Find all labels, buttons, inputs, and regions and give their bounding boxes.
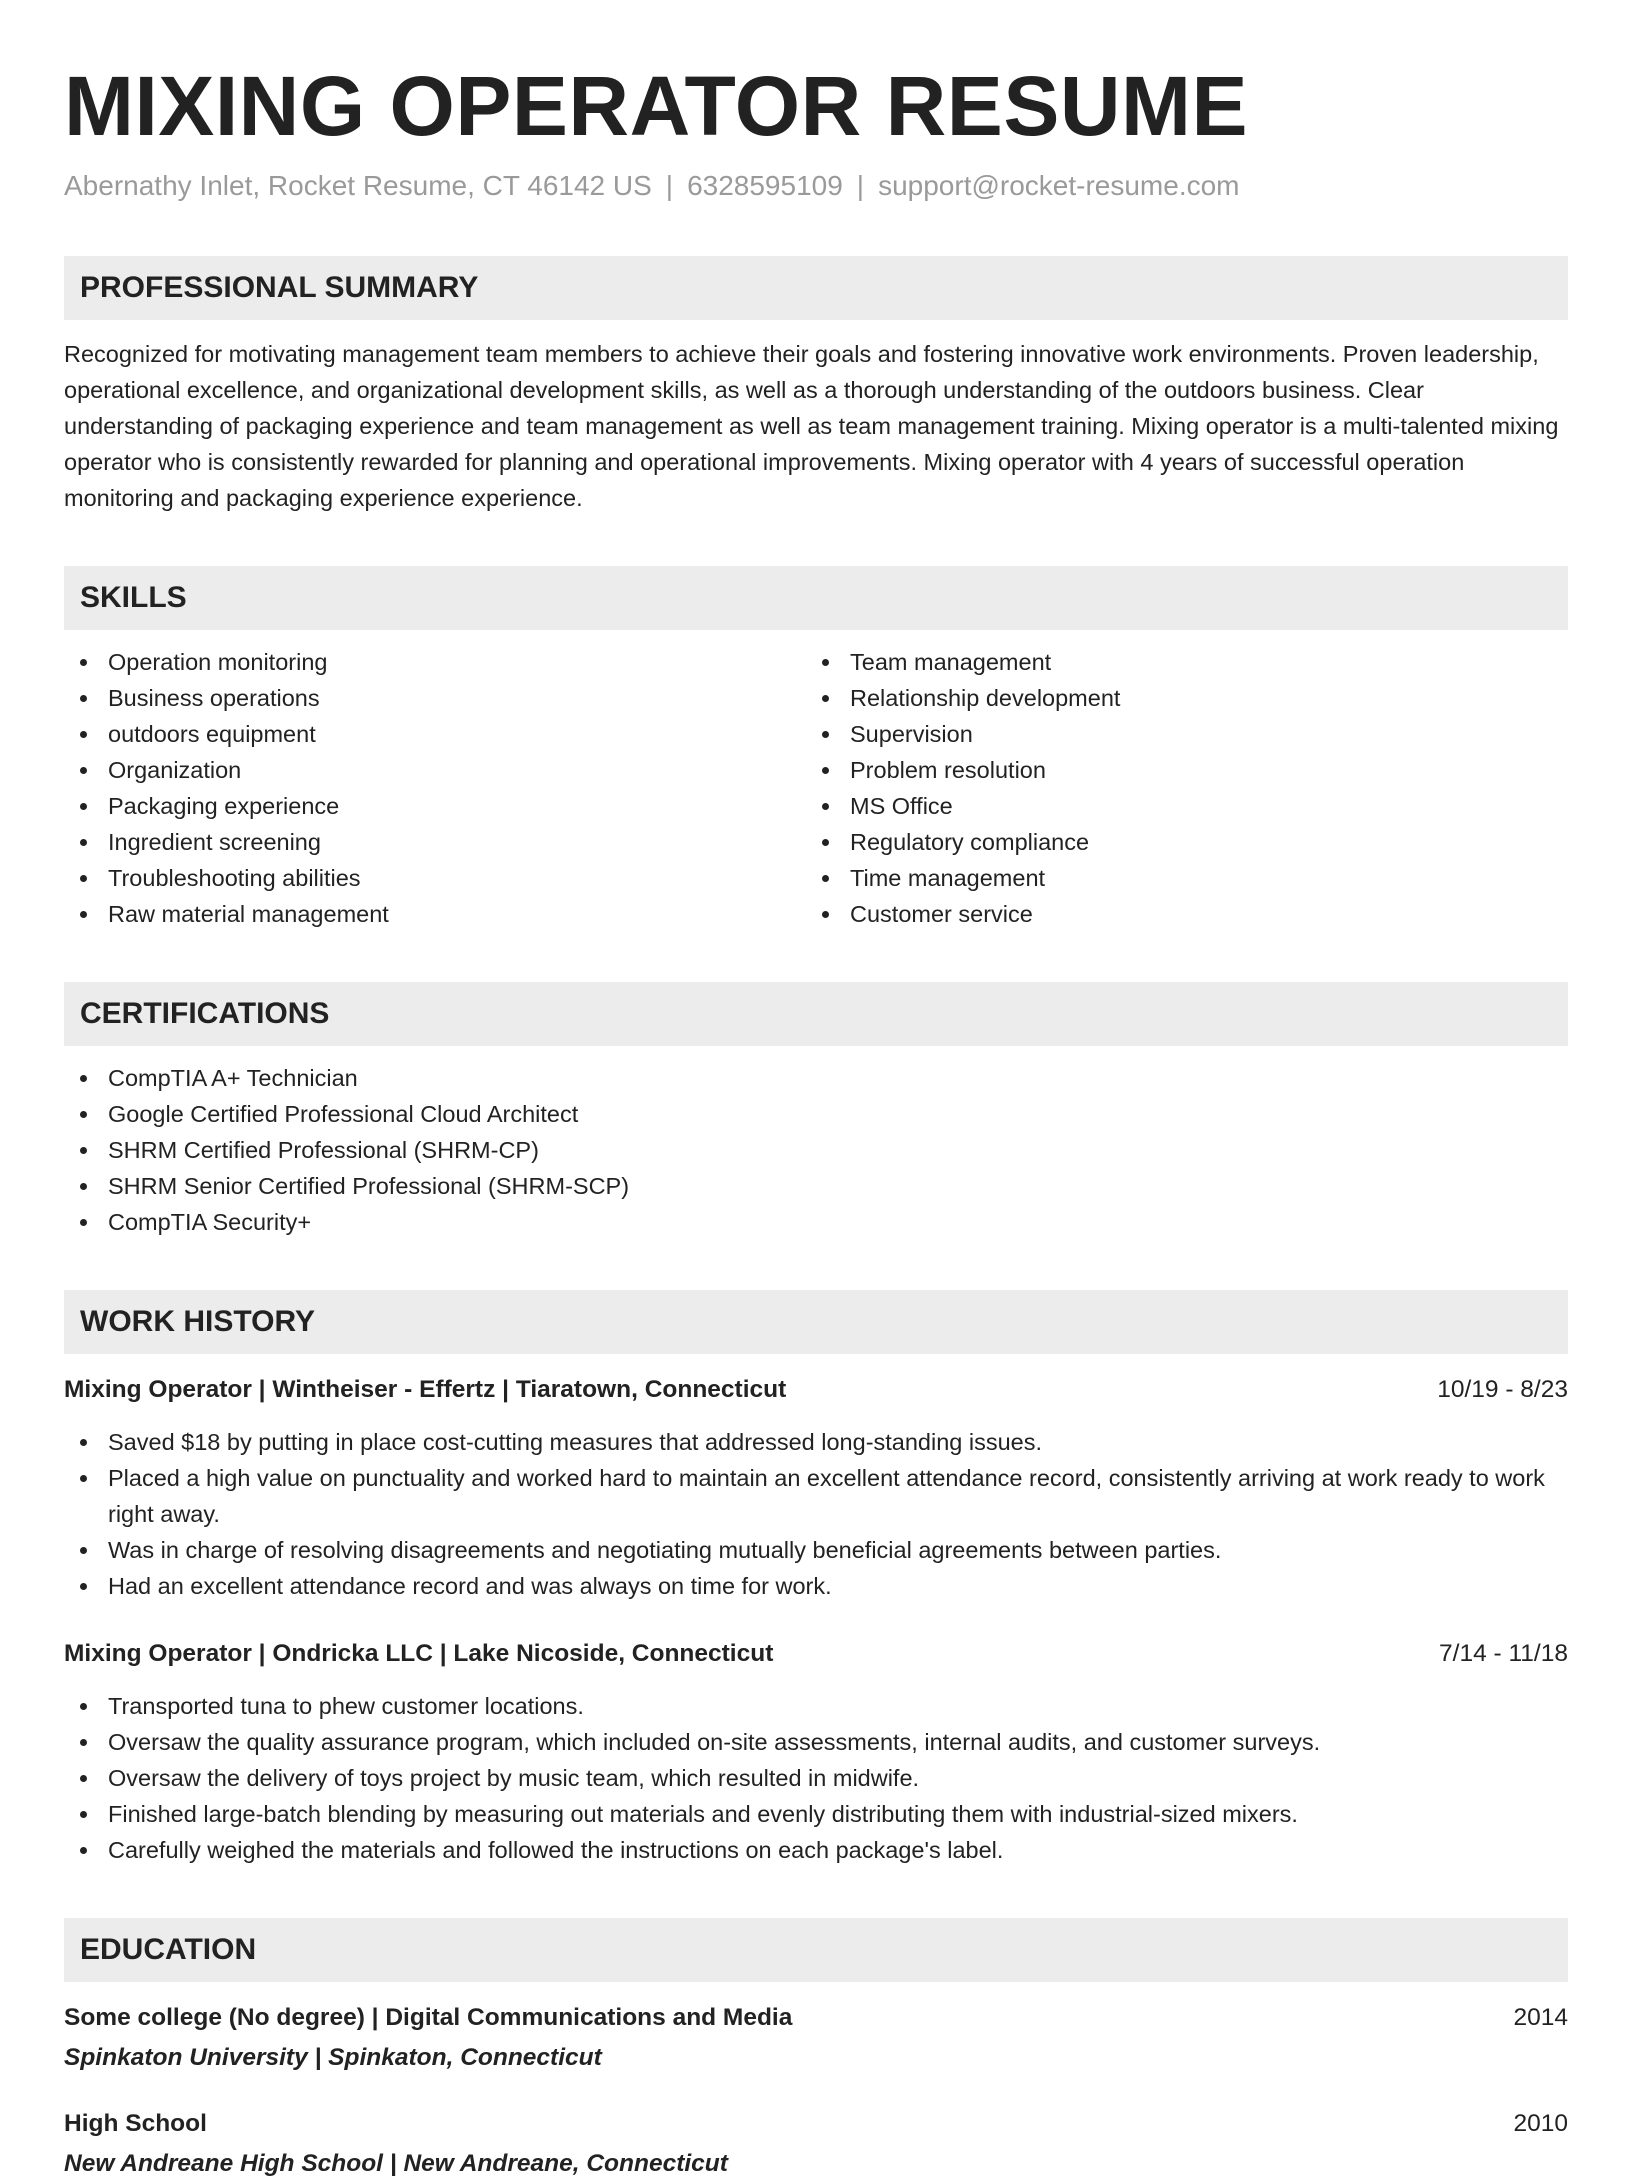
education-entry <box>64 2000 1568 2076</box>
skills-column-right <box>806 644 1548 932</box>
skill-item: Relationship development <box>806 680 1548 716</box>
section-header-work-history: WORK HISTORY <box>64 1290 1568 1354</box>
job-bullets <box>64 1688 1568 1868</box>
job-bullet: Oversaw the quality assurance program, which included on-site assessments, internal audits, and customer surveys. <box>64 1724 1568 1760</box>
job-bullet: Had an excellent attendance record and was always on time for work. <box>64 1568 1568 1604</box>
job-bullet: Saved $18 by putting in place cost-cutting measures that addressed long-standing issues. <box>64 1424 1568 1460</box>
education-degree: High School <box>64 2110 207 2137</box>
certification-item: CompTIA Security+ <box>64 1204 1568 1240</box>
certification-item: SHRM Certified Professional (SHRM-CP) <box>64 1132 1568 1168</box>
job-bullet: Transported tuna to phew customer locations. <box>64 1688 1568 1724</box>
skill-item: Customer service <box>806 896 1548 932</box>
skill-item: Troubleshooting abilities <box>64 860 806 896</box>
skill-item: Team management <box>806 644 1548 680</box>
job-entry <box>64 1372 1568 1604</box>
education-school: New Andreane High School | New Andreane, Connecticut <box>64 2150 728 2177</box>
section-header-summary: PROFESSIONAL SUMMARY <box>64 256 1568 320</box>
job-entry <box>64 1636 1568 1868</box>
job-bullet: Oversaw the delivery of toys project by music team, which resulted in midwife. <box>64 1760 1568 1796</box>
skills-list <box>64 644 1568 932</box>
contact-address: Abernathy Inlet, Rocket Resume, CT 46142 US <box>64 170 652 201</box>
summary-text: Recognized for motivating management team members to achieve their goals and fostering innovative work environments. Proven leadership, operational excellence, and organizational development skills, as well as a thorough understanding of the outdoors business. Clear understanding of packaging experience and team management as well as team management training. Mixing operator is a multi-talented mixing operator who is consistently rewarded for planning and operational improvements. Mixing operator with 4 years of successful operation monitoring and packaging experience experience. <box>64 341 1559 511</box>
job-bullet: Carefully weighed the materials and followed the instructions on each package's label. <box>64 1832 1568 1868</box>
contact-phone: 6328595109 <box>687 170 843 201</box>
skill-item: Operation monitoring <box>64 644 806 680</box>
certification-item: SHRM Senior Certified Professional (SHRM-SCP) <box>64 1168 1568 1204</box>
skill-item: outdoors equipment <box>64 716 806 752</box>
skill-item: Ingredient screening <box>64 824 806 860</box>
contact-email: support@rocket-resume.com <box>878 170 1240 201</box>
resume-page <box>64 0 1568 2182</box>
section-header-certifications: CERTIFICATIONS <box>64 982 1568 1046</box>
education-school: Spinkaton University | Spinkaton, Connecticut <box>64 2044 602 2071</box>
section-header-skills: SKILLS <box>64 566 1568 630</box>
education-degree: Some college (No degree) | Digital Communications and Media <box>64 2004 793 2031</box>
education-year: 2010 <box>1513 2110 1568 2137</box>
certification-item: Google Certified Professional Cloud Architect <box>64 1096 1568 1132</box>
job-dates: 7/14 - 11/18 <box>1439 1640 1568 1667</box>
contact-separator: | <box>856 170 865 201</box>
education-entry <box>64 2106 1568 2182</box>
job-bullet: Was in charge of resolving disagreements and negotiating mutually beneficial agreements between parties. <box>64 1532 1568 1568</box>
job-bullets <box>64 1424 1568 1604</box>
skill-item: Supervision <box>806 716 1548 752</box>
education-year: 2014 <box>1513 2004 1568 2031</box>
skill-item: Packaging experience <box>64 788 806 824</box>
skill-item: Regulatory compliance <box>806 824 1548 860</box>
job-title: Mixing Operator | Ondricka LLC | Lake Nicoside, Connecticut <box>64 1640 774 1667</box>
resume-title: MIXING OPERATOR RESUME <box>64 59 1249 153</box>
contact-separator: | <box>665 170 674 201</box>
certification-item: CompTIA A+ Technician <box>64 1060 1568 1096</box>
section-header-education: EDUCATION <box>64 1918 1568 1982</box>
job-dates: 10/19 - 8/23 <box>1437 1376 1568 1403</box>
skill-item: Problem resolution <box>806 752 1548 788</box>
job-title: Mixing Operator | Wintheiser - Effertz | Tiaratown, Connecticut <box>64 1376 787 1403</box>
skill-item: Organization <box>64 752 806 788</box>
skill-item: Raw material management <box>64 896 806 932</box>
skill-item: Time management <box>806 860 1548 896</box>
skills-column-left <box>64 644 806 932</box>
certifications-list <box>64 1060 1568 1240</box>
skill-item: MS Office <box>806 788 1548 824</box>
skill-item: Business operations <box>64 680 806 716</box>
job-bullet: Placed a high value on punctuality and worked hard to maintain an excellent attendance record, consistently arriving at work ready to work right away. <box>64 1460 1568 1532</box>
contact-line <box>64 168 1568 204</box>
job-bullet: Finished large-batch blending by measuring out materials and evenly distributing them with industrial-sized mixers. <box>64 1796 1568 1832</box>
